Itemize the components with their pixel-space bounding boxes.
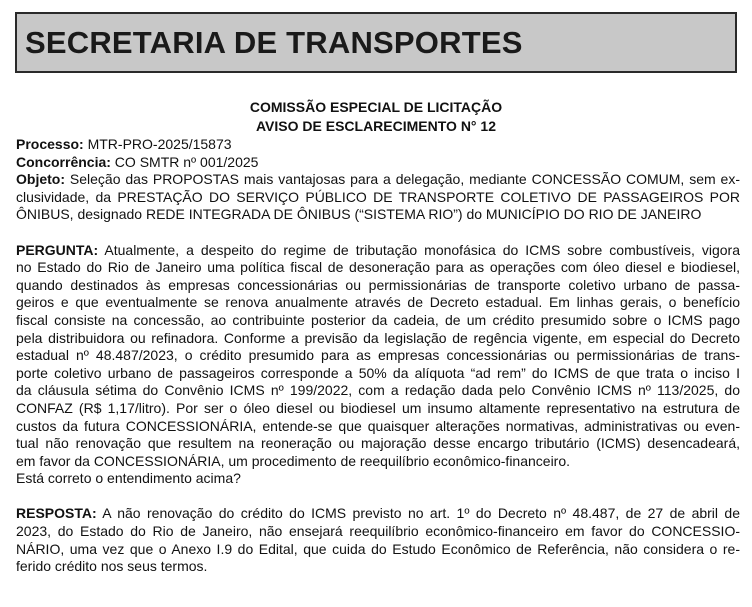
question-text: Atualmente, a despeito do regime de tributação monofásica do ICMS sobre combustíveis, vigora xyxy=(98,241,740,258)
concorrencia-field xyxy=(16,154,740,172)
processo-value: MTR-PRO-2025/15873 xyxy=(83,136,232,152)
question-line xyxy=(16,242,740,260)
question-line: pela distribuidora ou refinadora. Conforme a previsão da legislação de regência vigente, em especial do Decreto xyxy=(16,329,740,346)
answer-line: 2023, do Estado do Rio de Janeiro, não ensejará reequilíbrio econômico-financeiro em favor do CONCESSIO- xyxy=(16,523,740,540)
concorrencia-label: Concorrência: xyxy=(16,153,111,170)
paragraph-spacer xyxy=(16,224,740,242)
question-line: tual não renovação que resultem na reoneração ou majoração desse encargo tributário (ICMS) desencadeará, xyxy=(16,435,740,452)
question-line: em favor da CONCESSIONÁRIA, um procedimento de reequilíbrio econômico-financeiro. xyxy=(16,452,571,469)
objeto-line xyxy=(16,171,740,189)
question-line: quando destinados às empresas concessionárias ou permissionárias de transporte coletivo urbano de passa- xyxy=(16,276,740,293)
question-line: estadual nº 48.487/2023, o crédito presumido para as empresas concessionárias ou permissionárias de trans- xyxy=(16,347,740,364)
answer-label: RESPOSTA: xyxy=(16,505,97,522)
question-line: custos da futura CONCESSIONÁRIA, entende-se que quaisquer alterações normativas, administrativas ou even- xyxy=(16,417,740,434)
question-label: PERGUNTA: xyxy=(16,241,99,258)
page-title: SECRETARIA DE TRANSPORTES xyxy=(25,24,523,60)
processo-field xyxy=(16,136,740,154)
question-line: porte coletivo urbano de passageiros corresponde a 50% da alíquota “ad rem” do ICMS de que trata o inciso I xyxy=(16,364,740,381)
question-line: no Estado do Rio de Janeiro uma política fiscal de desoneração para as operações com óleo diesel e biodiesel, xyxy=(16,259,740,276)
question-line: CONFAZ (R$ 1,17/litro). Por ser o óleo diesel ou biodiesel um insumo altamente representativo na estrutura de xyxy=(16,399,740,416)
header-banner xyxy=(15,12,737,73)
objeto-line: ÔNIBUS, designado REDE INTEGRADA DE ÔNIBUS (“SISTEMA RIO”) do MUNICÍPIO DO RIO DE JANEIRO xyxy=(16,206,702,223)
answer-line xyxy=(16,505,740,523)
answer-line: ferido crédito nos seus termos. xyxy=(16,558,208,575)
processo-label: Processo: xyxy=(16,136,84,152)
objeto-label: Objeto: xyxy=(16,171,65,188)
notice-headings xyxy=(0,98,752,136)
question-line: geiros e que eventualmente se renova anualmente através de Decreto estadual. Em linhas gerais, o benefício xyxy=(16,294,740,311)
document-body xyxy=(16,136,740,576)
objeto-line: clusividade, da PRESTAÇÃO DO SERVIÇO PÚBLICO DE TRANSPORTE COLETIVO DE PASSAGEIROS POR xyxy=(16,188,740,205)
question-line: fiscal consiste na concessão, ao contribuinte posterior da cadeia, de um crédito presumido sobre o ICMS pago xyxy=(16,311,740,328)
objeto-text: Seleção das PROPOSTAS mais vantajosas para a delegação, mediante CONCESSÃO COMUM, sem ex- xyxy=(65,171,740,188)
commission-heading: COMISSÃO ESPECIAL DE LICITAÇÃO xyxy=(249,99,503,115)
question-closing: Está correto o entendimento acima? xyxy=(16,470,241,487)
question-line: da cláusula sétima do Convênio ICMS nº 199/2022, com a redação dada pelo Convênio ICMS nº 113/2025, do xyxy=(16,382,740,399)
answer-line: NÁRIO, uma vez que o Anexo I.9 do Edital, que cuida do Estudo Econômico de Referência, não considera o re- xyxy=(16,540,740,557)
concorrencia-value: CO SMTR nº 001/2025 xyxy=(110,153,259,170)
answer-text: A não renovação do crédito do ICMS previsto no art. 1º do Decreto nº 48.487, de 27 de abril de xyxy=(96,505,740,522)
paragraph-spacer xyxy=(16,488,740,506)
notice-number-heading: AVISO DE ESCLARECIMENTO N° 12 xyxy=(255,118,496,134)
